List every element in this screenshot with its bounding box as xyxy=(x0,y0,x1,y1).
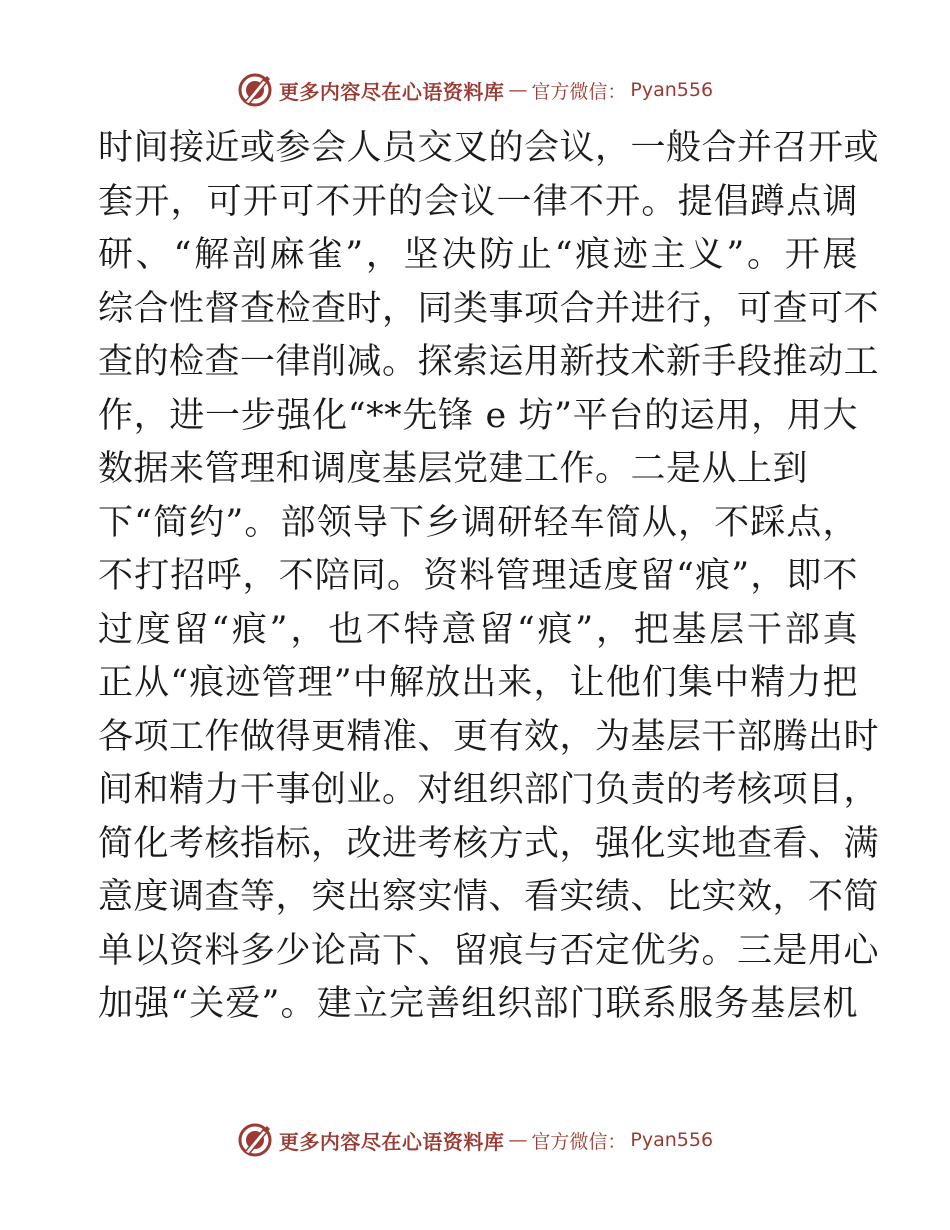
banner-dash: — xyxy=(508,79,528,101)
text-line: 研、“解剖麻雀”，坚决防止“痕迹主义”。开展 xyxy=(98,235,858,275)
banner-brand-text: 更多内容尽在心语资料库 xyxy=(278,79,505,104)
header-banner xyxy=(0,70,950,110)
document-body xyxy=(98,122,880,1032)
text-line: 简化考核指标，改进考核方式，强化实地查看、满 xyxy=(98,823,880,864)
text-line: 过度留“痕”，也不特意留“痕”，把基层干部真 xyxy=(98,609,858,650)
banner-dash: — xyxy=(508,1129,528,1151)
banner-official-label: 官方微信： xyxy=(531,80,627,103)
banner-brand-text: 更多内容尽在心语资料库 xyxy=(278,1129,505,1154)
text-line: 作，进一步强化“**先锋 e 坊”平台的运用，用大 xyxy=(98,395,858,436)
pen-seal-logo-icon xyxy=(237,72,273,108)
text-line: 套开，可开可不开的会议一律不开。提倡蹲点调 xyxy=(98,181,858,222)
text-line: 综合性督查检查时，同类事项合并进行，可查可不 xyxy=(98,288,880,329)
pen-seal-logo-icon xyxy=(237,1122,273,1158)
footer-banner xyxy=(0,1120,950,1160)
banner-official-label: 官方微信： xyxy=(531,1130,627,1153)
text-line: 加强“关爱”。建立完善组织部门联系服务基层机 xyxy=(98,984,858,1024)
banner-wechat-id: Pyan556 xyxy=(630,79,714,101)
text-line: 查的检查一律削减。探索运用新技术新手段推动工 xyxy=(98,342,880,382)
text-line: 间和精力干事创业。对组织部门负责的考核项目， xyxy=(98,770,880,810)
text-line: 单以资料多少论高下、留痕与否定优劣。三是用心 xyxy=(98,930,880,971)
text-line: 不打招呼，不陪同。资料管理适度留“痕”，即不 xyxy=(98,556,858,596)
banner-wechat-id: Pyan556 xyxy=(630,1129,714,1151)
text-line: 正从“痕迹管理”中解放出来，让他们集中精力把 xyxy=(98,663,858,703)
text-line: 各项工作做得更精准、更有效，为基层干部腾出时 xyxy=(98,716,880,757)
text-line: 时间接近或参会人员交叉的会议，一般合并召开或 xyxy=(98,128,880,168)
text-line: 下“简约”。部领导下乡调研轻车简从，不踩点， xyxy=(98,502,858,543)
text-line: 意度调查等，突出察实情、看实绩、比实效，不简 xyxy=(98,877,880,917)
text-line: 数据来管理和调度基层党建工作。二是从上到 xyxy=(98,449,809,489)
